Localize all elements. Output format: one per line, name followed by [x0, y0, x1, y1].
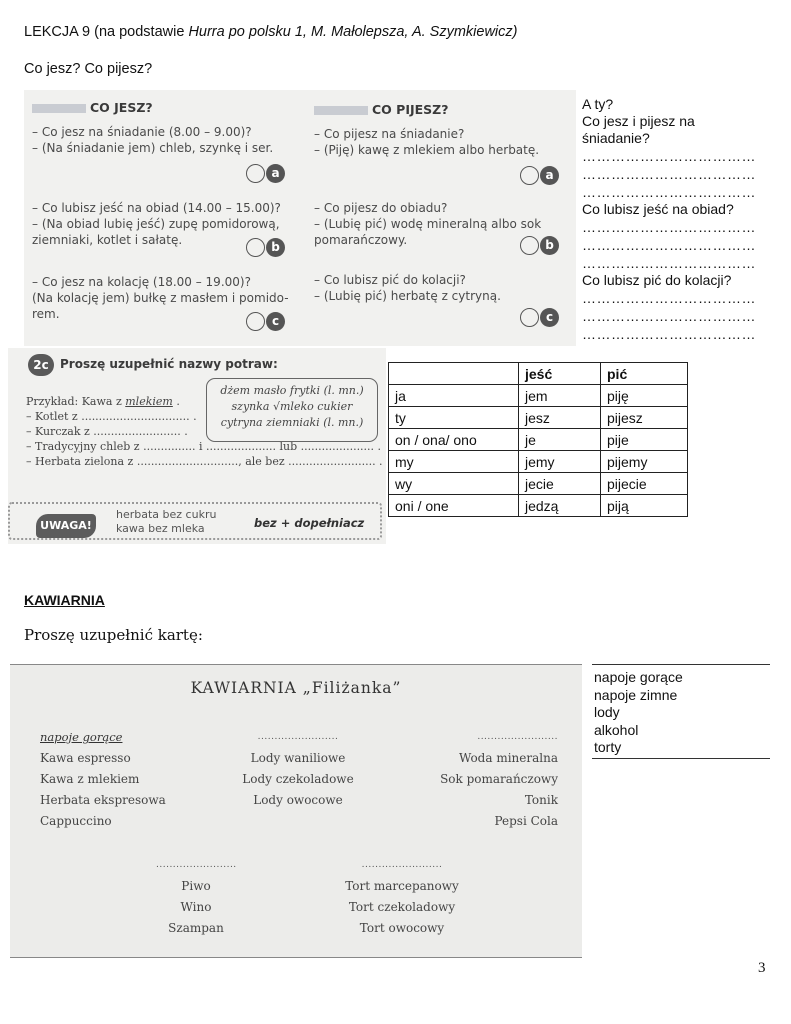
- answer-line[interactable]: ………………………………: [582, 148, 756, 164]
- exercise-number-badge: 2c: [28, 354, 54, 376]
- mark-b: b: [520, 236, 560, 256]
- mark-a: a: [520, 166, 560, 186]
- kawiarnia-task: Proszę uzupełnić kartę:: [24, 626, 203, 644]
- menu-item: Kawa espresso: [40, 751, 131, 765]
- menu-item: Cappuccino: [40, 814, 112, 828]
- a-ty-label: A ty?: [582, 96, 614, 112]
- dialog-answer: – (Na śniadanie jem) chleb, szynkę i ser.: [32, 141, 274, 155]
- menu-item: Lody owocowe: [253, 793, 343, 807]
- menu-item: Kawa z mlekiem: [40, 772, 140, 786]
- answer-line[interactable]: ………………………………: [582, 308, 756, 324]
- table-row: my jemy pijemy: [389, 451, 688, 473]
- table-row: ja jem piję: [389, 385, 688, 407]
- lesson-source: Hurra po polsku 1, M. Małolepsza, A. Szymkiewicz): [188, 24, 518, 40]
- category-blank[interactable]: ........................: [257, 732, 339, 742]
- mark-c: c: [246, 312, 286, 332]
- eat-block-a: [32, 124, 273, 156]
- question-breakfast-cont: śniadanie?: [582, 130, 650, 146]
- lesson-title: LEKCJA 9 (na podstawie: [24, 24, 189, 40]
- menu-column-hot-drinks: [40, 727, 166, 832]
- table-row: on / ona/ ono je pije: [389, 429, 688, 451]
- dialog-question: – Co jesz na kolację (18.00 – 19.00)?: [32, 275, 251, 289]
- answer-line[interactable]: ………………………………: [582, 326, 756, 342]
- dialog-question: – Co lubisz jeść na obiad (14.00 – 15.00)?: [32, 201, 281, 215]
- table-header-row: [389, 363, 688, 385]
- table-row: wy jecie pijecie: [389, 473, 688, 495]
- menu-column-ice-cream: [238, 727, 358, 811]
- question-lunch: Co lubisz jeść na obiad?: [582, 201, 734, 217]
- dialog-answer: – (Lubię pić) herbatę z cytryną.: [314, 289, 501, 303]
- dialog-scan: [24, 90, 576, 346]
- menu-column-alcohol: [156, 855, 236, 939]
- mark-c: c: [520, 308, 560, 328]
- category-blank[interactable]: ........................: [477, 732, 558, 742]
- category-item: napoje gorące: [594, 669, 683, 685]
- note-examples: herbata bez cukru kawa bez mleka: [116, 508, 217, 535]
- menu-column-cold-drinks: [436, 727, 558, 832]
- dialog-answer-cont: rem.: [32, 307, 60, 321]
- answer-line[interactable]: ………………………………: [582, 290, 756, 306]
- eat-block-b: [32, 200, 281, 248]
- mark-a: a: [246, 164, 286, 184]
- category-item: lody: [594, 704, 620, 720]
- exercise-line[interactable]: – Kurczak z ......................... .: [26, 425, 188, 438]
- answer-line[interactable]: ………………………………: [582, 166, 756, 182]
- menu-column-cakes: [332, 855, 472, 939]
- exercise-line[interactable]: – Tradycyjny chleb z ............... i .................... lub ..................... .: [26, 440, 382, 453]
- dialog-answer: – (Na obiad lubię jeść) zupę pomidorową,: [32, 217, 280, 231]
- drink-block-c: [314, 272, 501, 304]
- example-line: Przykład: Kawa z mlekiem .: [26, 395, 180, 408]
- table-row: ty jesz pijesz: [389, 407, 688, 429]
- section-title-kawiarnia: KAWIARNIA: [24, 592, 105, 608]
- drink-heading: CO PIJESZ?: [314, 102, 448, 117]
- dialog-question: – Co pijesz na śniadanie?: [314, 127, 465, 141]
- menu-item: Sok pomarańczowy: [440, 772, 558, 786]
- menu-item: Pepsi Cola: [494, 814, 558, 828]
- answer-line[interactable]: ………………………………: [582, 219, 756, 235]
- dialog-answer-cont: pomarańczowy.: [314, 233, 408, 247]
- answer-line[interactable]: ………………………………: [582, 255, 756, 271]
- exercise-title: Proszę uzupełnić nazwy potraw:: [60, 357, 278, 371]
- drink-block-b: [314, 200, 541, 248]
- word-bank: dżem masło frytki (l. mn.) szynka √mleko cukier cytryna ziemniaki (l. mn.): [206, 378, 378, 442]
- dialog-answer: – (Lubię pić) wodę mineralną albo sok: [314, 217, 542, 231]
- lesson-header: [24, 24, 517, 40]
- category-heading: napoje gorące: [40, 730, 123, 744]
- menu-item: Woda mineralna: [458, 751, 558, 765]
- dialog-question: – Co jesz na śniadanie (8.00 – 9.00)?: [32, 125, 252, 139]
- note-badge: UWAGA!: [36, 514, 96, 538]
- menu-item: Tort czekoladowy: [348, 900, 456, 914]
- menu-item: Herbata ekspresowa: [40, 793, 166, 807]
- dialog-question: – Co pijesz do obiadu?: [314, 201, 448, 215]
- menu-card-scan: [10, 664, 582, 958]
- page-number: 3: [758, 960, 766, 976]
- menu-item: Tort owocowy: [359, 921, 445, 935]
- category-item: torty: [594, 739, 622, 755]
- dialog-answer-cont: ziemniaki, kotlet i sałatę.: [32, 233, 183, 247]
- answer-line[interactable]: ………………………………: [582, 184, 756, 200]
- menu-item: Lody waniliowe: [250, 751, 346, 765]
- questions-column: [582, 96, 758, 343]
- column-header-pic: pić: [601, 363, 688, 385]
- page-subtitle: Co jesz? Co pijesz?: [24, 61, 153, 77]
- category-item: napoje zimne: [594, 686, 678, 703]
- menu-item: Lody czekoladowe: [242, 772, 354, 786]
- note-box: [8, 502, 382, 540]
- category-list: [592, 664, 770, 759]
- category-item: alkohol: [594, 721, 639, 738]
- question-dinner: Co lubisz pić do kolacji?: [582, 272, 732, 288]
- dialog-answer: – (Piję) kawę z mlekiem albo herbatę.: [314, 143, 540, 157]
- dialog-question: – Co lubisz pić do kolacji?: [314, 273, 466, 287]
- answer-line[interactable]: ………………………………: [582, 237, 756, 253]
- example-answer: mlekiem: [125, 395, 173, 408]
- menu-item: Tort marcepanowy: [345, 879, 459, 893]
- menu-item: Szampan: [168, 921, 224, 935]
- exercise-line[interactable]: – Herbata zielona z ............................., ale bez ......................... .: [26, 455, 383, 468]
- question-breakfast: Co jesz i pijesz na: [582, 113, 695, 129]
- menu-item: Piwo: [181, 879, 211, 893]
- exercise-line[interactable]: – Kotlet z ............................... .: [26, 410, 197, 423]
- column-header-jesc: jeść: [519, 363, 601, 385]
- category-blank[interactable]: ........................: [156, 860, 237, 870]
- menu-item: Tonik: [524, 793, 558, 807]
- note-rule: bez + dopełniacz: [254, 516, 365, 530]
- drink-block-a: [314, 126, 539, 158]
- table-row: oni / one jedzą piją: [389, 495, 688, 517]
- mark-b: b: [246, 238, 286, 258]
- category-blank[interactable]: ........................: [361, 860, 443, 870]
- menu-item: Wino: [180, 900, 212, 914]
- conjugation-table: [388, 362, 688, 517]
- eat-heading: CO JESZ?: [32, 100, 153, 115]
- exercise-2c: [8, 348, 386, 544]
- menu-title: KAWIARNIA „Filiżanka”: [190, 679, 402, 697]
- dialog-answer: (Na kolację jem) bułkę z masłem i pomido-: [32, 291, 289, 305]
